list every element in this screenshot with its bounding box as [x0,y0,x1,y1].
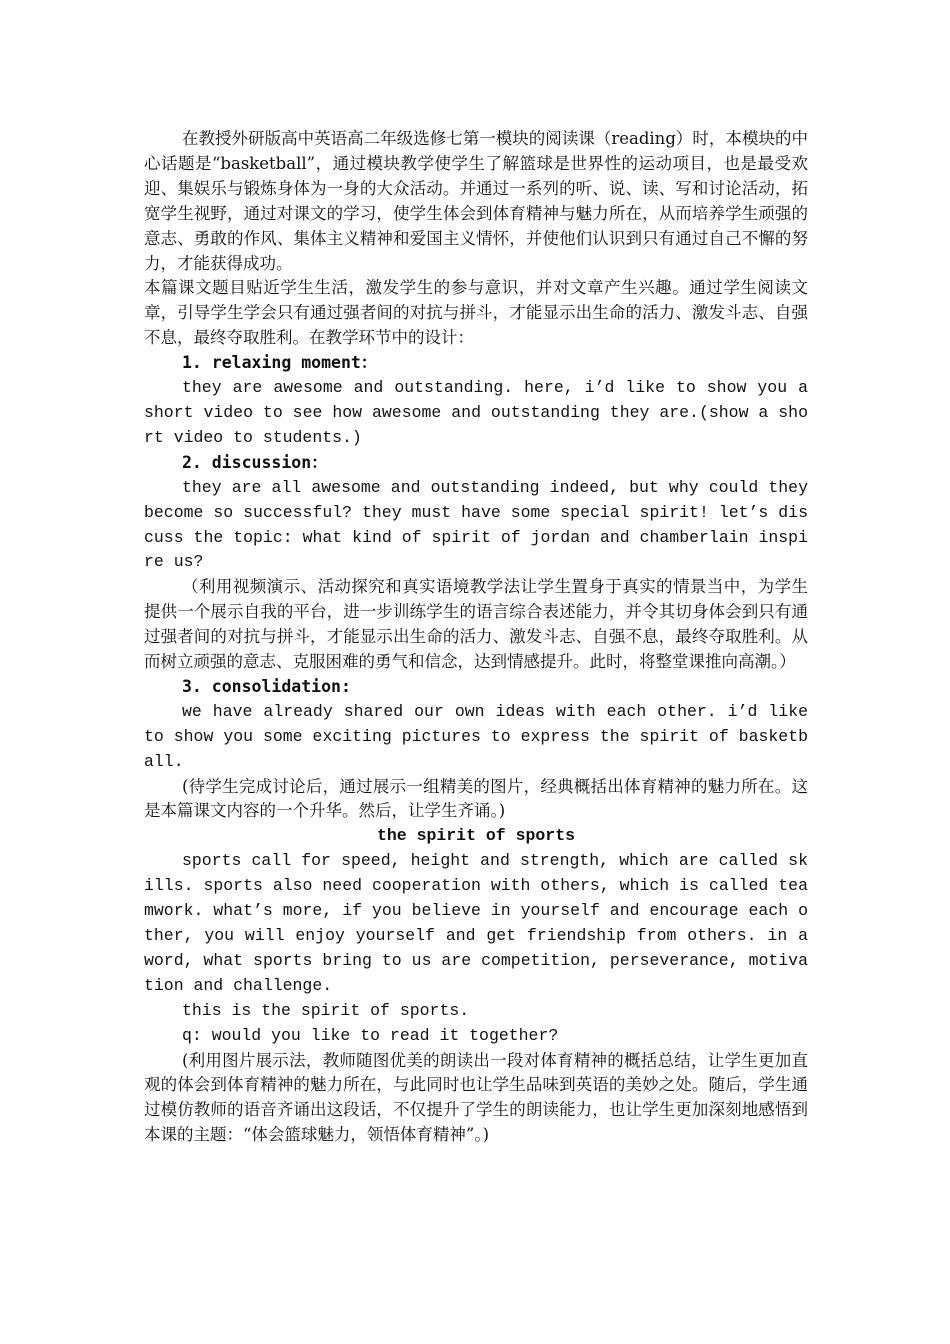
step1-text: they are awesome and outstanding. here, i’d like to show you a short video to see how awesome and outstanding they are.(show a short video to students.) [144,378,808,447]
step3-text: we have already shared our own ideas with each other. i’d like to show you some exciting pictures to express the spirit of basketball. [144,701,808,771]
passage-text: sports call for speed, height and strength, which are called skills. sports also need cooperation with others, which is called teamwork. what’s more, if you believe in yourself and encourage each other, you will enjoy yourself and get friendship from others. in a word, what sports bring to us are competition, perseverance, motivation and challenge. [144,851,808,995]
document-page [144,127,808,1148]
step2-text: they are all awesome and outstanding indeed, but why could they become so successful? they must have some special spirit! let’s discuss the topic: what kind of spirit of jordan and chamberlain inspire us? [144,477,808,572]
step3-heading: 3. consolidation: [182,676,351,696]
second-paragraph: 本篇课文题目贴近学生生活，激发学生的参与意识，并对文章产生兴趣。通过学生阅读文章，引导学生学会只有通过强者间的对抗与拼斗，才能显示出生命的活力、激发斗志、自强不息，最终夺取胜利。在教学环节中的设计： [144,278,808,348]
intro-paragraph: 在教授外研版高中英语高二年级选修七第一模块的阅读课（reading）时，本模块的中心话题是“basketball”，通过模块教学使学生了解篮球是世界性的运动项目，也是最受欢迎、集娱乐与锻炼身体为一身的大众活动。并通过一系列的听、说、读、写和讨论活动，拓宽学生视野，通过对课文的学习，使学生体会到体育精神与魅力所在，从而培养学生顽强的意志、勇敢的作风、集体主义精神和爱国主义情怀，并使他们认识到只有通过自己不懈的努力，才能获得成功。 [144,129,808,273]
passage-line: this is the spirit of sports. [182,1000,470,1020]
step1-heading: 1. relaxing moment： [182,353,378,373]
step2-heading: 2. discussion： [182,452,328,472]
final-note: (利用图片展示法，教师随图优美的朗读出一段对体育精神的概括总结，让学生更加直观的体会到体育精神的魅力所在，与此同时也让学生品味到英语的美妙之处。随后，学生通过模仿教师的语音齐诵出这段话，不仅提升了学生的朗读能力，也让学生更加深刻地感悟到本课的主题：“体会篮球魅力，领悟体育精神”。) [144,1050,808,1145]
passage-title: the spirit of sports [376,826,576,846]
step3-note: (待学生完成讨论后，通过展示一组精美的图片，经典概括出体育精神的魅力所在。这是本篇课文内容的一个升华。然后，让学生齐诵。) [144,776,808,821]
step2-note: （利用视频演示、活动探究和真实语境教学法让学生置身于真实的情景当中，为学生提供一个展示自我的平台，进一步训练学生的语言综合表述能力，并令其切身体会到只有通过强者间的对抗与拼斗，才能显示出生命的活力、激发斗志、自强不息，最终夺取胜利。从而树立顽强的意志、克服困难的勇气和信念，达到情感提升。此时，将整堂课推向高潮。） [144,577,808,672]
question-line: q: would you like to read it together? [182,1025,559,1045]
